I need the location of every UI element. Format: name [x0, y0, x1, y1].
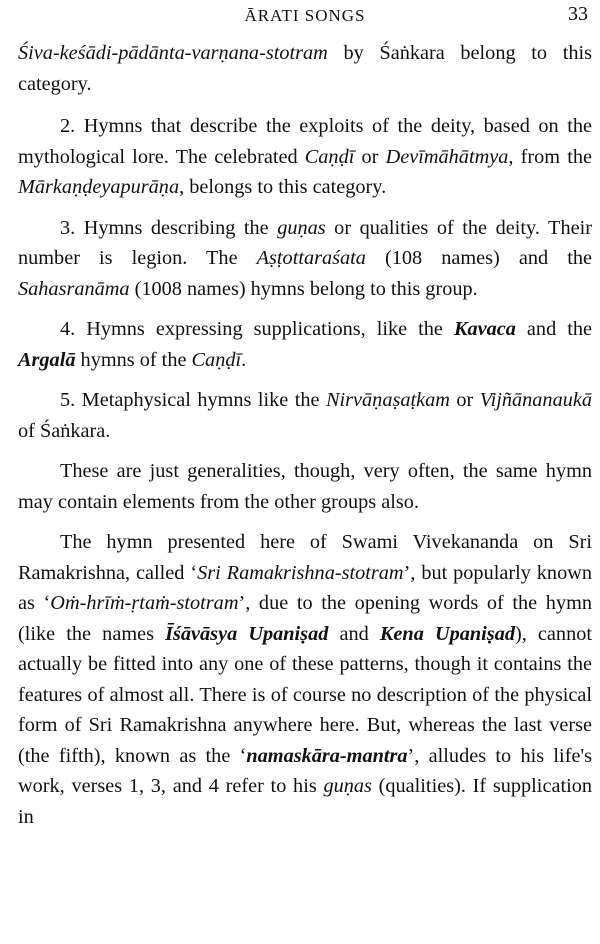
paragraph-1: [18, 38, 592, 99]
term-argala: Argalā: [18, 348, 76, 371]
text: ’, alludes to his life's work, verses 1, 3, and 4 refer to his: [18, 744, 592, 797]
text: of Śaṅkara.: [18, 419, 111, 442]
term-markandeyapurana: Mārkaṇḍeyapurāṇa: [18, 176, 180, 198]
paragraph-7: [18, 527, 592, 832]
paragraph-6: [18, 456, 592, 517]
paragraph-3: [18, 213, 592, 305]
term-astottarasata: Aṣṭottaraśata: [256, 247, 366, 269]
term-candi: Caṇḍī: [191, 348, 242, 371]
term-kena-upanisad: Kena Upaniṣad: [379, 622, 515, 645]
term-gunas: guṇas: [277, 216, 326, 239]
term-kavaca: Kavaca: [453, 318, 516, 340]
term-candi: Caṇḍī: [304, 145, 355, 168]
text: hymns of the: [75, 348, 192, 371]
text: (qualities). If supplication in: [18, 775, 592, 828]
paragraph-5: [18, 385, 592, 446]
text: These are just generalities, though, very often, the same hymn may contain elements from the other groups also.: [18, 460, 592, 513]
text: , belongs to this category.: [179, 176, 387, 198]
term-nirvanasatkam: Nirvāṇaṣaṭkam: [325, 389, 450, 411]
text: .: [241, 348, 247, 371]
text: by Śaṅkara belong to this category.: [18, 42, 592, 95]
page-number: 33: [568, 3, 588, 25]
paragraph-4: [18, 314, 592, 375]
running-title: ĀRATI SONGS: [244, 6, 366, 25]
text: ’, due to the opening words of the hymn (like the names: [18, 592, 593, 645]
term-gunas: guṇas: [323, 775, 372, 797]
term-devimahatmya: Devīmāhātmya: [385, 145, 509, 168]
text: and the: [515, 318, 593, 340]
text: (108 names) and the: [365, 247, 592, 269]
text: 5. Metaphysical hymns like the: [60, 389, 326, 411]
text: The hymn presented here of Swami Vivekananda on Sri Ramakrishna, called ‘: [18, 531, 592, 584]
text: 4. Hymns expressing supplications, like the: [60, 318, 454, 340]
term-sahasranama: Sahasranāma: [18, 277, 130, 300]
term-om-hrim-rtam-stotram: Oṁ-hrīṁ-ṛtaṁ-stotram: [50, 592, 239, 614]
term-vijnananauka: Vijñānanaukā: [479, 389, 592, 411]
running-head: [18, 0, 592, 38]
paragraph-2: [18, 111, 592, 203]
book-page: [18, 0, 592, 944]
text: 3. Hymns describing the: [60, 216, 278, 239]
term-shiva-keshadi: Śiva-keśādi-pādānta-varṇana-stotram: [18, 42, 328, 64]
text: ’, but popularly known as ‘: [18, 561, 592, 614]
text: or: [449, 389, 480, 411]
term-namaskara-mantra: namaskāra-mantra: [246, 744, 408, 767]
text: ), cannot actually be fitted into any one of these patterns, though it contains the features of almost all. There is of course no description of the physical form of Sri Ramakrishna anywhere here. But, whereas the last verse (the fifth), known as the ‘: [18, 622, 592, 767]
text: , from the: [508, 145, 592, 168]
term-sri-ramakrishna-stotram: Sri Ramakrishna-stotram: [197, 561, 404, 584]
text: or: [354, 145, 386, 168]
text: and: [328, 622, 380, 645]
text: 2. Hymns that describe the exploits of the deity, based on the mythological lore. The celebrated: [18, 115, 592, 168]
term-isavasya-upanisad: Īśāvāsya Upaniṣad: [165, 622, 329, 645]
text: or qualities of the deity. Their number is legion. The: [18, 216, 592, 269]
text: (1008 names) hymns belong to this group.: [129, 277, 478, 300]
